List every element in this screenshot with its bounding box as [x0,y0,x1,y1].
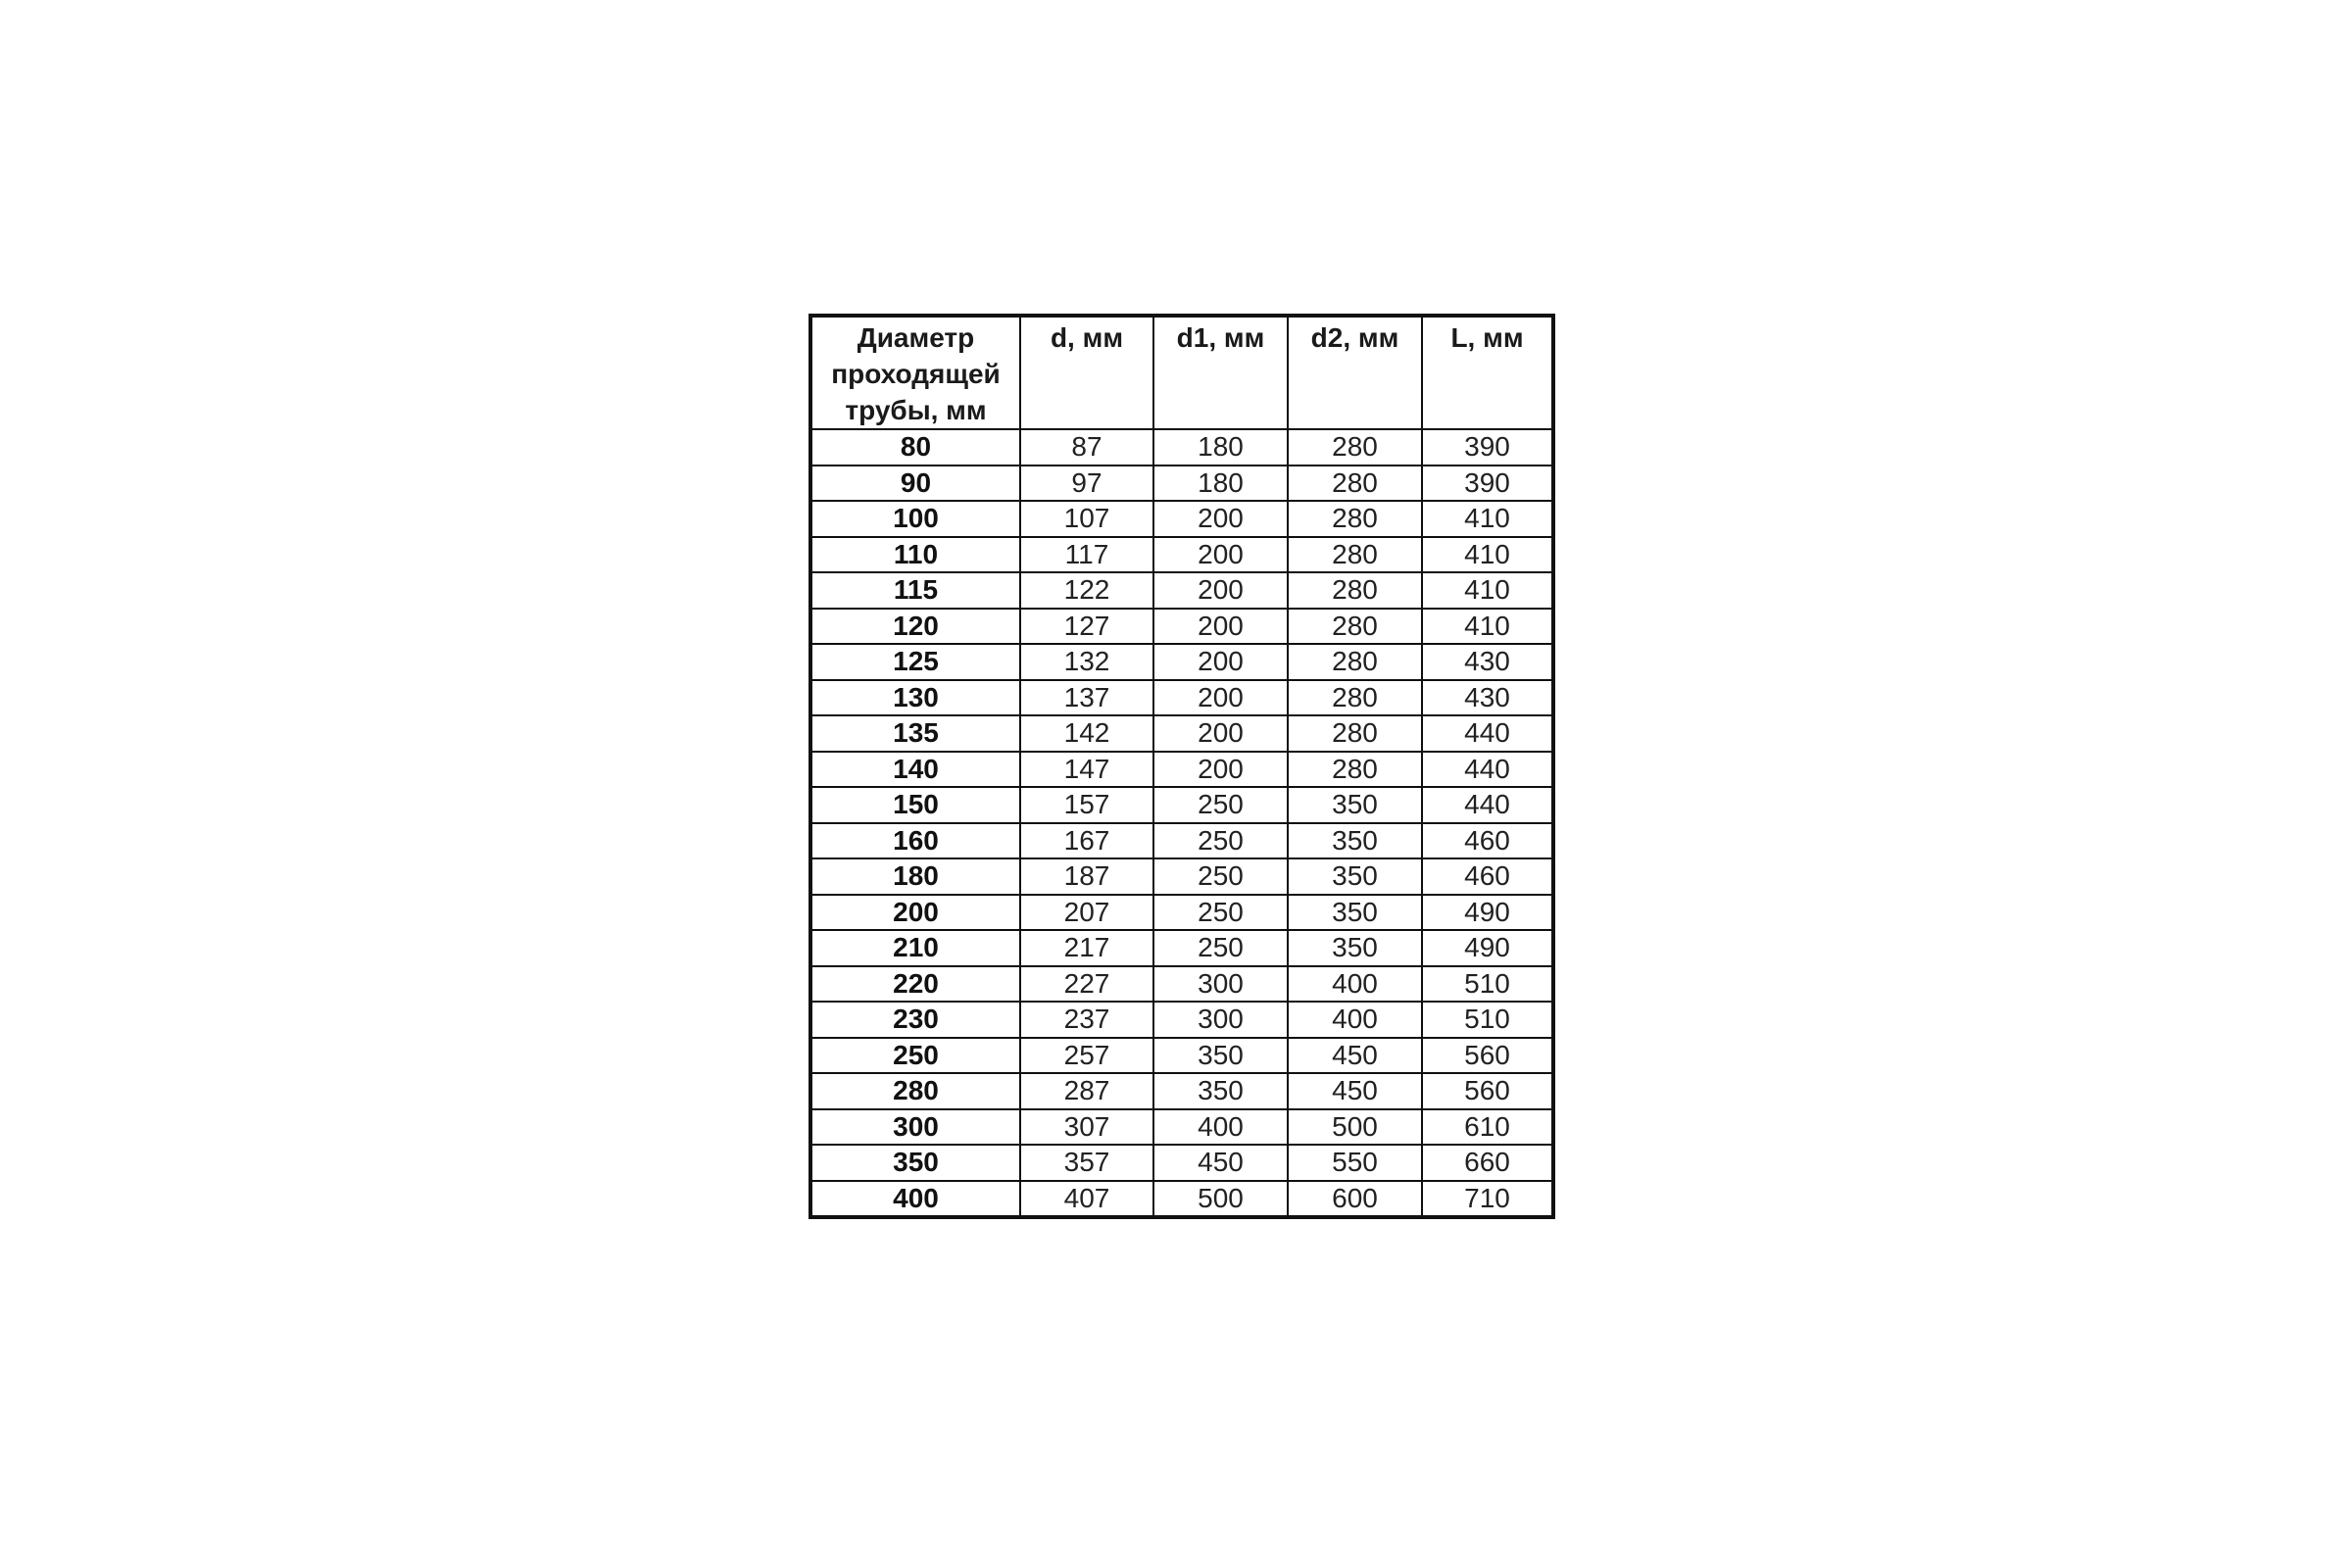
cell-d2: 280 [1288,680,1422,716]
cell-d: 227 [1020,966,1153,1003]
cell-d2: 280 [1288,537,1422,573]
cell-d: 187 [1020,858,1153,895]
cell-l: 610 [1422,1109,1551,1146]
cell-pipe-diameter: 200 [812,895,1020,931]
header-d2: d2, мм [1288,318,1422,429]
cell-d1: 200 [1153,644,1288,680]
cell-pipe-diameter: 125 [812,644,1020,680]
cell-d2: 600 [1288,1181,1422,1216]
cell-pipe-diameter: 90 [812,466,1020,502]
table-row [812,895,1551,931]
cell-l: 560 [1422,1038,1551,1074]
table-row [812,609,1551,645]
cell-d: 87 [1020,429,1153,466]
cell-pipe-diameter: 300 [812,1109,1020,1146]
cell-d: 127 [1020,609,1153,645]
table-row [812,466,1551,502]
cell-d1: 200 [1153,715,1288,752]
cell-d2: 280 [1288,429,1422,466]
header-l: L, мм [1422,318,1551,429]
header-d: d, мм [1020,318,1153,429]
table-row [812,680,1551,716]
cell-l: 410 [1422,501,1551,537]
cell-pipe-diameter: 210 [812,930,1020,966]
cell-d: 237 [1020,1002,1153,1038]
table-header-row [812,318,1551,429]
cell-pipe-diameter: 150 [812,787,1020,823]
cell-pipe-diameter: 230 [812,1002,1020,1038]
table-row [812,966,1551,1003]
cell-pipe-diameter: 250 [812,1038,1020,1074]
cell-d: 357 [1020,1145,1153,1181]
cell-l: 410 [1422,609,1551,645]
cell-d2: 280 [1288,752,1422,788]
table-row [812,537,1551,573]
cell-d1: 350 [1153,1073,1288,1109]
cell-l: 390 [1422,429,1551,466]
table-row [812,823,1551,859]
table-row [812,1073,1551,1109]
cell-l: 430 [1422,680,1551,716]
cell-d2: 280 [1288,715,1422,752]
cell-d2: 280 [1288,644,1422,680]
cell-d1: 200 [1153,537,1288,573]
table-row [812,787,1551,823]
cell-l: 660 [1422,1145,1551,1181]
cell-d1: 450 [1153,1145,1288,1181]
cell-d2: 450 [1288,1038,1422,1074]
cell-l: 490 [1422,930,1551,966]
dimensions-table [812,318,1551,1215]
cell-d2: 280 [1288,466,1422,502]
cell-d: 257 [1020,1038,1153,1074]
cell-d1: 250 [1153,895,1288,931]
cell-d1: 300 [1153,1002,1288,1038]
cell-d: 147 [1020,752,1153,788]
cell-d: 167 [1020,823,1153,859]
cell-d2: 280 [1288,609,1422,645]
cell-d: 142 [1020,715,1153,752]
cell-pipe-diameter: 110 [812,537,1020,573]
cell-l: 410 [1422,537,1551,573]
dimensions-table-frame [808,314,1555,1219]
cell-d: 157 [1020,787,1153,823]
cell-d: 122 [1020,572,1153,609]
cell-pipe-diameter: 120 [812,609,1020,645]
cell-d: 307 [1020,1109,1153,1146]
cell-pipe-diameter: 280 [812,1073,1020,1109]
cell-d2: 350 [1288,823,1422,859]
table-body [812,429,1551,1215]
cell-d2: 450 [1288,1073,1422,1109]
cell-d1: 250 [1153,930,1288,966]
cell-l: 490 [1422,895,1551,931]
cell-d2: 550 [1288,1145,1422,1181]
cell-d: 217 [1020,930,1153,966]
cell-d1: 200 [1153,572,1288,609]
cell-pipe-diameter: 350 [812,1145,1020,1181]
cell-d1: 350 [1153,1038,1288,1074]
cell-d1: 250 [1153,823,1288,859]
cell-d2: 400 [1288,966,1422,1003]
cell-l: 510 [1422,1002,1551,1038]
cell-d1: 180 [1153,429,1288,466]
table-row [812,930,1551,966]
cell-l: 460 [1422,823,1551,859]
table-row [812,858,1551,895]
cell-l: 440 [1422,787,1551,823]
cell-pipe-diameter: 220 [812,966,1020,1003]
cell-d: 287 [1020,1073,1153,1109]
cell-d1: 250 [1153,787,1288,823]
cell-d: 407 [1020,1181,1153,1216]
cell-d1: 300 [1153,966,1288,1003]
cell-d: 207 [1020,895,1153,931]
cell-d2: 400 [1288,1002,1422,1038]
cell-d2: 350 [1288,895,1422,931]
table-row [812,1181,1551,1216]
cell-l: 390 [1422,466,1551,502]
cell-l: 430 [1422,644,1551,680]
cell-d1: 200 [1153,680,1288,716]
cell-l: 710 [1422,1181,1551,1216]
cell-d: 117 [1020,537,1153,573]
cell-d1: 500 [1153,1181,1288,1216]
cell-d: 107 [1020,501,1153,537]
cell-d2: 280 [1288,572,1422,609]
table-row [812,572,1551,609]
header-d1: d1, мм [1153,318,1288,429]
cell-pipe-diameter: 100 [812,501,1020,537]
cell-d: 97 [1020,466,1153,502]
cell-d2: 350 [1288,787,1422,823]
cell-d2: 280 [1288,501,1422,537]
cell-pipe-diameter: 130 [812,680,1020,716]
table-row [812,1145,1551,1181]
table-row [812,1109,1551,1146]
cell-pipe-diameter: 400 [812,1181,1020,1216]
cell-d1: 180 [1153,466,1288,502]
table-row [812,1002,1551,1038]
cell-d1: 200 [1153,609,1288,645]
table-row [812,1038,1551,1074]
cell-l: 440 [1422,715,1551,752]
cell-l: 560 [1422,1073,1551,1109]
cell-pipe-diameter: 180 [812,858,1020,895]
cell-pipe-diameter: 115 [812,572,1020,609]
cell-d1: 400 [1153,1109,1288,1146]
table-row [812,715,1551,752]
cell-d2: 350 [1288,930,1422,966]
cell-d1: 200 [1153,501,1288,537]
cell-pipe-diameter: 160 [812,823,1020,859]
cell-pipe-diameter: 140 [812,752,1020,788]
cell-l: 510 [1422,966,1551,1003]
cell-l: 460 [1422,858,1551,895]
table-row [812,429,1551,466]
cell-pipe-diameter: 135 [812,715,1020,752]
cell-pipe-diameter: 80 [812,429,1020,466]
cell-d2: 500 [1288,1109,1422,1146]
cell-l: 440 [1422,752,1551,788]
header-pipe-diameter: Диаметр проходящей трубы, мм [812,318,1020,429]
table-row [812,644,1551,680]
cell-d: 137 [1020,680,1153,716]
table-row [812,752,1551,788]
cell-d2: 350 [1288,858,1422,895]
cell-l: 410 [1422,572,1551,609]
cell-d: 132 [1020,644,1153,680]
cell-d1: 200 [1153,752,1288,788]
cell-d1: 250 [1153,858,1288,895]
table-row [812,501,1551,537]
